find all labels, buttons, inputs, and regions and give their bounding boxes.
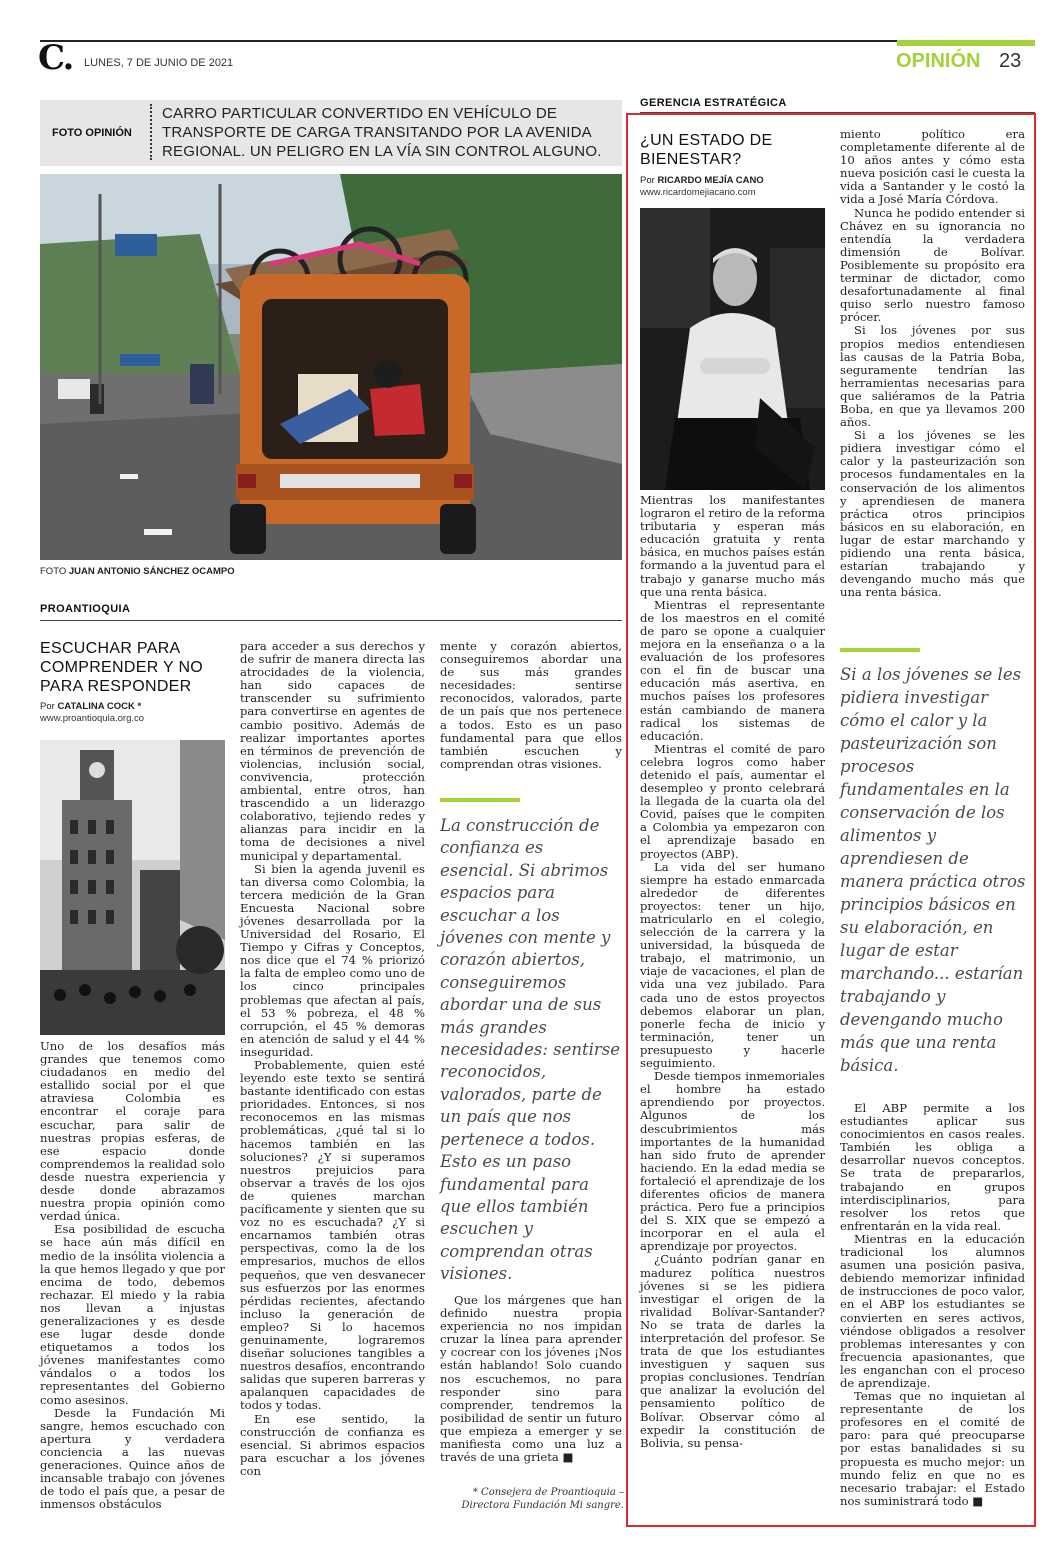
gerencia-author: RICARDO MEJÍA CANO bbox=[657, 175, 764, 186]
photo-car-cargo-illustration bbox=[40, 174, 622, 560]
gerencia-byline bbox=[640, 175, 764, 186]
proantioquia-paragraph: Probablemente, quien esté leyendo este texto se sentirá bastante identificado con estas prioridades. Entonces, si nos reconocemos en las mismas problemáticas, ¿qué tal si lo hacemos también en las soluciones? ¿Y si superamos nuestros prejuicios para observar a través de los ojos de quienes marchan pacíficamente y sienten que su voz no es escuchada? ¿Y si encarnamos también otras perspectivas, como la de los empresarios, muchos de ellos pequeños, que ven desvanecer sus esfuerzos por las enormes pérdidas recientes, afectando incluso la generación de empleo? Si lo hacemos genuinamente, lograremos diseñar soluciones tangibles a nuestros desafíos, encontrando salidas que superen barreras y apalanquen capacidades de todos y todas. bbox=[240, 1058, 425, 1413]
gerencia-paragraph: Si los jóvenes por sus propios medios entendiesen las causas de la Patria Boba, seguramente tendrían las herramientas necesarias para que saliéramos de la Patria Boba, en que ya llevamos 200 años. bbox=[840, 323, 1025, 430]
section-accent-bar bbox=[897, 40, 1035, 46]
photo-opinion-divider bbox=[150, 104, 152, 160]
proantioquia-paragraph: Uno de los desafíos más grandes que tenemos como ciudadanos en medio del estallido social por el que atraviesa Colombia es encontrar el coraje para escuchar, para salir de nuestras propias esferas, de ese espacio donde comprendemos la realidad solo desde nuestra experiencia y desde donde abrazamos nuestra propia opinión como verdad única. bbox=[40, 1039, 225, 1224]
gerencia-pullquote-accent-bar bbox=[840, 648, 920, 652]
proantioquia-author: CATALINA COCK * bbox=[57, 701, 142, 712]
proantioquia-pullquote: La construcción de confianza es esencial. Si abrimos espacios para escuchar a los jóvenes con mente y corazón abiertos, conseguiremos abordar una de sus más grandes necesidades: sentirse reconocidos, valorados, parte de un país que nos pertenece a todos. Esto es un paso fundamental para que ellos también escuchen y comprendan otras visiones. bbox=[440, 816, 621, 1284]
gerencia-pullquote: Si a los jóvenes se les pidiera investigar cómo el calor y la pasteurización son procesos fundamentales en la conservación de los alimentos y aprendiesen de manera práctica otros principios básicos en su elaboración, en lugar de estar marchando... estarían trabajando y devengando mucho más que una renta básica. bbox=[840, 665, 1026, 1075]
photo-credit bbox=[40, 566, 235, 577]
proantioquia-paragraph: Desde la Fundación Mi sangre, hemos escuchado con apertura y verdadera conciencia a las nuevas generaciones. Quince años de incansable trabajo con jóvenes de todo el país que, a pesar de inmensos obstáculos bbox=[40, 1405, 225, 1512]
proantioquia-rule bbox=[40, 620, 622, 621]
gerencia-byline-prefix: Por bbox=[640, 175, 655, 186]
proantioquia-col2 bbox=[240, 640, 425, 1478]
gerencia-headline: ¿UN ESTADO DE BIENESTAR? bbox=[640, 132, 773, 168]
proantioquia-paragraph: En ese sentido, la construcción de confianza es esencial. Si abrimos espacios para escuchar a los jóvenes con bbox=[240, 1411, 425, 1478]
gerencia-section-label: GERENCIA ESTRATÉGICA bbox=[640, 97, 787, 109]
photo-opinion-label: FOTO OPINIÓN bbox=[52, 127, 132, 139]
gerencia-paragraph: Temas que no inquietan al representante de los profesores en el comité de paro: para qué preocuparse por estas banalidades si su propuesta es mucho mejor: un mundo feliz en que no es necesario trabajar: el Estado nos suministrará todo ■ bbox=[840, 1389, 1025, 1508]
gerencia-paragraph: Nunca he podido entender si Chávez en su ignorancia no entendía la verdadera dimensión de Bolívar. Posiblemente su propósito era terminar de dictador, como desafortunadamente al final quiso serlo nuestro famoso prócer. bbox=[840, 205, 1025, 325]
proantioquia-paragraph: para acceder a sus derechos y de sufrir de manera directa las atrocidades de la violencia, han sido capaces de transcender su sufrimiento para convertirse en agentes de cambio positivo. Además de realizar importantes aportes en términos de prevención de violencias, inclusión social, convivencia, protección ambiental, entre otros, han trascendido a un liderazgo colaborativo, tejiendo redes y alianzas para incidir en la toma de decisiones a nivel municipal y departamental. bbox=[240, 639, 425, 863]
author-portrait-illustration bbox=[640, 208, 825, 490]
pullquote-accent-bar bbox=[440, 798, 520, 802]
proantioquia-col3-top bbox=[440, 640, 622, 771]
proantioquia-paragraph: Que los márgenes que han definido nuestra propia experiencia no nos impidan cruzar la línea para aprender y cocrear con los jóvenes ¡Nos están hablando! Solo cuando nos escuchemos, no para responder sino para comprender, tendremos la posibilidad de sentir un futuro que empieza a emerger y se manifiesta como una luz a través de una grieta ■ bbox=[440, 1293, 622, 1465]
proantioquia-section-label: PROANTIOQUIA bbox=[40, 603, 131, 615]
proantioquia-col1-lower bbox=[40, 1040, 225, 1511]
gerencia-paragraph: miento político era completamente diferente al de 10 años antes y cómo esta nueva posición casi le cuesta la vida a Santander y le costó la vida a José María Córdova. bbox=[840, 127, 1025, 207]
photo-car-cargo bbox=[40, 174, 622, 560]
section-title: OPINIÓN bbox=[896, 50, 981, 72]
gerencia-paragraph: Mientras en la educación tradicional los alumnos asumen una posición pasiva, debiendo memorizar infinidad de instrucciones de poco valor, en el ABP los estudiantes se convierten en seres activos, viéndose obligados a resolver problemas interesantes y con frecuencia apasionantes, que les enganchan con el proceso de aprendizaje. bbox=[840, 1231, 1025, 1390]
photo-credit-prefix: FOTO bbox=[40, 566, 67, 577]
photo-author-portrait bbox=[640, 208, 825, 490]
proantioquia-byline bbox=[40, 701, 141, 712]
gerencia-col2-top bbox=[840, 128, 1025, 599]
photo-opinion-caption: CARRO PARTICULAR CONVERTIDO EN VEHÍCULO DE TRANSPORTE DE CARGA TRANSITANDO POR LA AVENIDA REGIONAL. UN PELIGRO EN LA VÍA SIN CONTROL ALGUNO. bbox=[162, 105, 602, 160]
gerencia-paragraph: ¿Cuánto podrían ganar en madurez política nuestros jóvenes si se les pidiera investigar el origen de la rivalidad Bolívar-Santander? No se trata de darles la interpretación del profesor. Se trata de que los estudiantes investiguen y saquen sus propias conclusiones. Tendrían que analizar la evolución del pensamiento político de Bolívar. Observar cómo al expedir la constitución de Bolivia, su pensa- bbox=[640, 1252, 825, 1450]
gerencia-paragraph: El ABP permite a los estudiantes aplicar sus conocimientos en casos reales. También les obliga a desarrollar nuevos conceptos. Se trata de prepararlos, trabajando en grupos interdisciplinarios, para resolver los retos que enfrentarán en la vida real. bbox=[840, 1101, 1025, 1233]
proantioquia-paragraph: Si bien la agenda juvenil es tan diversa como Colombia, la tercera medición de la Gran Encuesta Nacional sobre jóvenes desarrollada por la Universidad del Rosario, El Tiempo y Cifras y Conceptos, nos dice que el 74 % priorizó la falta de empleo como uno de los cinco principales problemas que afectan al país, el 53 % pobreza, el 48 % corrupción, el 45 % demoras en atención de salud y el 44 % inseguridad. bbox=[240, 861, 425, 1059]
page-number: 23 bbox=[999, 50, 1022, 72]
proantioquia-paragraph: Esa posibilidad de escucha se hace aún más difícil en medio de la insólita violencia a la que hemos llegado y que por encima de todo, debemos rechazar. El miedo y la rabia nos llevan a injustas generalizaciones y es desde ese lugar desde donde etiquetamos a todos los jóvenes manifestantes como vándalos o a todos los representantes del Gobierno como asesinos. bbox=[40, 1222, 225, 1407]
proantioquia-col3-end bbox=[440, 1294, 622, 1464]
photo-building-illustration bbox=[40, 740, 225, 1035]
gerencia-paragraph: Mientras los manifestantes lograron el retiro de la reforma tributaria y esperan más educación gratuita y renta básica, en muchos países están formando a la juventud para el trabajo y ganarse mucho más que una renta básica. bbox=[640, 493, 825, 599]
proantioquia-paragraph: mente y corazón abiertos, conseguiremos abordar una de sus más grandes necesidades: sentirse reconocidos, valorados, parte de un país que nos pertenece a todos. Esto es un paso fundamental para que ellos también escuchen y comprendan otras visiones. bbox=[440, 639, 622, 771]
proantioquia-footnote: * Consejera de Proantioquia – Directora Fundación Mi sangre. bbox=[461, 1487, 624, 1511]
newspaper-logo: C. bbox=[38, 38, 73, 78]
photo-building-bw bbox=[40, 740, 225, 1035]
gerencia-col1 bbox=[640, 494, 825, 1450]
gerencia-col2-end bbox=[840, 1102, 1025, 1508]
gerencia-paragraph: Si a los jóvenes se les pidiera investigar cómo el calor y la pasteurización son procesos fundamentales en la conservación de los alimentos y aprendiesen de manera práctica otros principios básicos en su elaboración, en lugar de estar marchando y pidiendo una renta básica, estarían trabajando y devengando mucho más que una renta básica. bbox=[840, 428, 1025, 600]
gerencia-website: www.ricardomejiacano.com bbox=[640, 187, 756, 198]
header-rule bbox=[40, 40, 1035, 42]
photo-credit-name: JUAN ANTONIO SÁNCHEZ OCAMPO bbox=[68, 566, 235, 577]
gerencia-paragraph: La vida del ser humano siempre ha estado enmarcada alrededor de diferentes proyectos: tener un hijo, matricularlo en el colegio, selección de la carrera y la universidad, la búsqueda de trabajo, el matrimonio, un viaje de vacaciones, el plan de vida una vez jubilado. Para cada uno de estos proyectos debemos elaborar un plan, ponerle fecha de inicio y terminación, tener un presupuesto y hacerle seguimiento. bbox=[640, 859, 825, 1071]
proantioquia-byline-prefix: Por bbox=[40, 701, 55, 712]
gerencia-paragraph: Mientras el comité de paro celebra logros como haber detenido el país, aumentar el desempleo y pronto celebrará la llegada de la cuarta ola del Covid, países que le compiten a Colombia ya empezaron con el aprendizaje basado en proyectos (ABP). bbox=[640, 741, 825, 861]
gerencia-paragraph: Mientras el representante de los maestros en el comité de paro se opone a cualquier mejora en la enseñanza o a la evaluación de los profesores con el fin de buscar una educación más asertiva, en muchos países los profesores están cambiando de manera radical los sistemas de educación. bbox=[640, 597, 825, 743]
proantioquia-website: www.proantioquia.org.co bbox=[40, 713, 145, 724]
proantioquia-headline: ESCUCHAR PARA COMPRENDER Y NO PARA RESPONDER bbox=[40, 640, 204, 695]
gerencia-paragraph: Desde tiempos inmemoriales el hombre ha estado aprendiendo por proyectos. Algunos de los descubrimientos más importantes de la humanidad han sido fruto de aprender haciendo. En la edad media se fortaleció el aprendizaje de los diferentes oficios de manera práctica. Pero fue a principios del S. XIX que se empezó a incorporar en el aula el aprendizaje por proyectos. bbox=[640, 1069, 825, 1254]
issue-date: LUNES, 7 DE JUNIO DE 2021 bbox=[84, 57, 234, 69]
